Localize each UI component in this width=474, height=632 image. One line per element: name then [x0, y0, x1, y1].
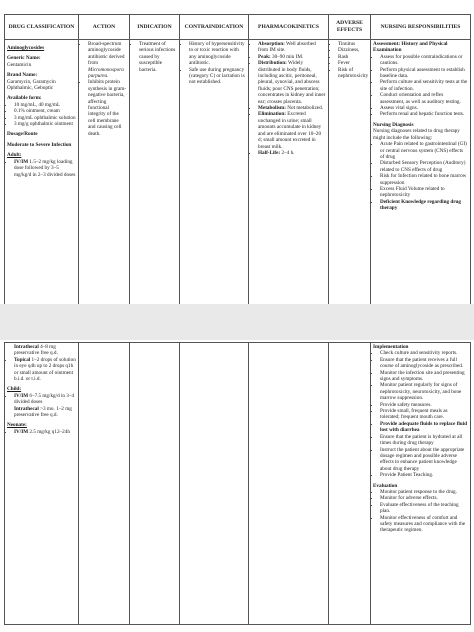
list-item: • Monitor for adverse effects. — [380, 495, 468, 501]
pharmacokinetics-cell — [249, 343, 329, 625]
list-item: • Excess Fluid Volume related to nephrotoxicity — [380, 186, 468, 199]
document-page-2 — [0, 340, 474, 632]
adverse-effects-cell — [329, 343, 371, 625]
header-drug-classification: DRUG CLASSIFICATION — [5, 15, 79, 40]
list-item: • History of hypersensitivity to or toxic reaction with any aminoglycoside antibiotic. — [189, 41, 246, 67]
list-item: • Acute Pain related to gastrointestinal (GI) or central nervous system (CNS) effects of drug — [380, 141, 468, 160]
drug-classification-cell — [5, 40, 79, 306]
list-item: • Assess vital signs. — [380, 105, 468, 111]
list-item: • Rash — [338, 54, 368, 60]
evaluation-title: Evaluation — [373, 482, 398, 489]
child-route: IV/IM — [14, 392, 29, 399]
severity-label: Moderate to Severe Infection — [7, 141, 72, 148]
list-item: • Safe use during pregnancy (category C) or lactation is not established. — [189, 67, 246, 86]
list-item: • Instruct the patient about the appropriate dosage regimen and possible adverse effects to enhance patient knowledge about drug therapy — [380, 447, 468, 473]
list-item: • Disturbed Sensory Perception (Auditory) related to CNS effects of drug — [380, 160, 468, 173]
topical-dose: 1–2 drops of solution in eye q4h up to 2 drops q1h or small amount of ointment b.i.d. or t.i.d. — [14, 356, 76, 383]
table-header-row — [5, 15, 471, 40]
pk-label: Half-Life: — [258, 149, 281, 156]
brand-name: Garamycin, Garamycin Ophthalmic, Geboptic — [7, 78, 56, 92]
contraindication-cell — [180, 343, 249, 625]
neonate-dose: 2.5 mg/kg q12–24h — [28, 428, 70, 435]
list-item: • Fever — [338, 60, 368, 66]
list-item — [14, 393, 76, 406]
intrathecal-route: Intrathecal — [14, 344, 39, 350]
neonate-route: IV/IM — [14, 428, 29, 435]
drug-study-table — [4, 14, 471, 306]
nursing-responsibilities-cell — [371, 40, 471, 306]
pk-label: Peak: — [258, 53, 271, 60]
pk-label: Distribution: — [258, 60, 287, 67]
header-pharmacokinetics: PHARMACOKINETICS — [249, 15, 329, 40]
adult-dose: 1.5–2 mg/kg loading dose followed by 3–5 mg/kg/d in 2–3 divided doses — [14, 158, 76, 178]
list-item: • Dizziness, — [338, 47, 368, 53]
action-text: Broad-spectrum aminoglycoside antibiotic derived from — [88, 41, 125, 67]
pk-text: 30–90 min IM. — [270, 53, 304, 60]
list-item: • Monitor the infection site and presenting signs and symptoms. — [380, 370, 468, 383]
pk-text: Widely distributed in body fluids, including ascitic, peritoneal, pleural, synovial, and abscess fluids; poor CNS penetration; concentrates in kidney and inner ear; crosses placenta. — [258, 60, 326, 105]
header-nursing-responsibilities: NURSING RESPONSIBILITIES — [371, 15, 471, 40]
list-item — [88, 41, 127, 79]
list-item — [14, 429, 76, 435]
adult-label: Adult: — [7, 152, 22, 159]
list-item: • Ensure that the patient is hydrated at all times during drug therapy — [380, 434, 468, 447]
list-item: • Monitor effectiveness of comfort and safety measures and compliance with the therapeutic regimen. — [380, 515, 468, 534]
header-adverse-effects: ADVERSE EFFECTS — [329, 15, 371, 40]
drug-study-table-continued — [4, 342, 471, 625]
header-action: ACTION — [79, 15, 130, 40]
implementation-title: Implementation — [373, 344, 409, 350]
action-cell — [79, 40, 130, 306]
available-form-label: Available form: — [7, 95, 42, 102]
nursing-responsibilities-cell — [371, 343, 471, 625]
list-item: • 0.1% ointment, cream — [14, 108, 76, 114]
adult-route: IV/IM — [14, 158, 29, 165]
list-item: • Provide adequate fluids to replace fluid lost with diarrhea — [380, 421, 468, 434]
list-item: • Provide small, frequent meals as tolerated; frequent mouth care. — [380, 408, 468, 421]
adverse-effects-cell — [329, 40, 371, 306]
list-item: • Deficient Knowledge regarding drug therapy — [380, 199, 468, 212]
list-item: • Perform culture and sensitivity tests at the site of infection. — [380, 79, 468, 92]
list-item: • Provide safety measures. — [380, 402, 468, 408]
pk-text: Not metabolized. — [285, 105, 323, 112]
list-item — [7, 344, 76, 357]
action-organism: Micromonospora purpurea. — [88, 66, 124, 80]
list-item — [258, 60, 326, 105]
neonate-label: Neonate: — [7, 422, 27, 429]
brand-name-label: Brand Name: — [7, 72, 38, 79]
table-row — [5, 40, 471, 306]
nursing-diagnosis-intro: Nursing diagnoses related to drug therapy might include the following: — [373, 128, 460, 141]
list-item: • Perform renal and hepatic function tests. — [380, 111, 468, 117]
list-item — [14, 357, 76, 383]
document-page-1 — [0, 0, 474, 304]
list-item: • Monitor patient response to the drug. — [380, 489, 468, 495]
table-row — [5, 343, 471, 625]
intrathecal-route: Intrathecal — [14, 405, 39, 412]
child-label: Child: — [7, 386, 22, 393]
list-item: • Risk for Infection related to bone marrow suppression — [380, 173, 468, 186]
page-break — [0, 304, 474, 340]
list-item: • Risk of nephrotoxicity — [338, 67, 368, 80]
list-item: • Inhibits protein synthesis in gram-negative bacteria, affecting functional integrity of the cell membrane and causing cell death. — [88, 79, 127, 137]
nursing-diagnosis-title: Nursing Diagnosis — [373, 121, 414, 128]
list-item: • Assess for possible contraindications or cautions. — [380, 54, 468, 67]
header-contraindication: CONTRAINDICATION — [180, 15, 249, 40]
list-item: • 3 mg/g ophthalmic ointment — [14, 121, 76, 127]
pk-text: 2–4 h. — [280, 149, 295, 156]
action-cell — [79, 343, 130, 625]
available-forms-list — [7, 102, 76, 128]
drug-classification-cell — [5, 343, 79, 625]
pk-text: Well absorbed from IM site. — [258, 41, 316, 54]
list-item: • Monitor patient regularly for signs of nephrotoxicity, neurotoxicity, and bone marrow suppression. — [380, 382, 468, 401]
assessment-title: Assessment: History and Physical Examination — [373, 41, 448, 54]
pk-label: Absorption: — [258, 41, 285, 47]
contraindication-cell — [180, 40, 249, 306]
list-item: • Perform physical assessment to establish baseline data. — [380, 67, 468, 80]
indication-cell — [130, 40, 180, 306]
list-item: • Conduct orientation and reflex assessment, as well as auditory testing. — [380, 92, 468, 105]
drug-class: Aminoglycosides — [7, 45, 45, 51]
list-item: • 3 mg/mL ophthalmic solution — [14, 115, 76, 121]
intrathecal-dose: >3 mo. 1–2 mg preservative free q.d. — [14, 405, 72, 419]
list-item: • Check culture and sensitivity reports. — [380, 350, 468, 356]
list-item — [258, 111, 326, 149]
pharmacokinetics-cell — [249, 40, 329, 306]
dosage-route-label: Dosage/Route — [7, 131, 38, 138]
pk-text: Excreted unchanged in urine; small amounts accumulate in kidney and are eliminated over 10–20 d; small amount excreted in breast milk. — [258, 111, 322, 150]
list-item — [14, 159, 76, 178]
list-item: • Treatment of serious infections caused by susceptible bacteria. — [139, 41, 177, 73]
list-item: • Ensure that the patient receives a full course of aminoglycoside as prescribed. — [380, 357, 468, 370]
list-item: • Provide Patient Teaching. — [380, 472, 468, 478]
child-dose: 6–7.5 mg/kg/d in 3–4 divided doses — [14, 392, 75, 406]
generic-name-label: Generic Name: — [7, 55, 41, 62]
intrathecal-dose: 4–8 mg preservative free q.d. — [14, 344, 58, 357]
adult-dose-list — [7, 159, 76, 178]
indication-cell — [130, 343, 180, 625]
topical-route: Topical — [14, 356, 31, 363]
generic-name: Gentamicin — [7, 61, 32, 68]
list-item — [258, 150, 326, 156]
list-item: • Evaluate effectiveness of the teaching plan. — [380, 502, 468, 515]
list-item: • Tinnitus — [338, 41, 368, 47]
list-item — [258, 41, 326, 54]
pk-label: Elimination: — [258, 111, 286, 118]
pk-label: Metabolism: — [258, 105, 286, 112]
intrathecal-child — [7, 406, 76, 419]
list-item: • 10 mg/mL, 40 mg/mL — [14, 102, 76, 108]
header-indication: INDICATION — [130, 15, 180, 40]
